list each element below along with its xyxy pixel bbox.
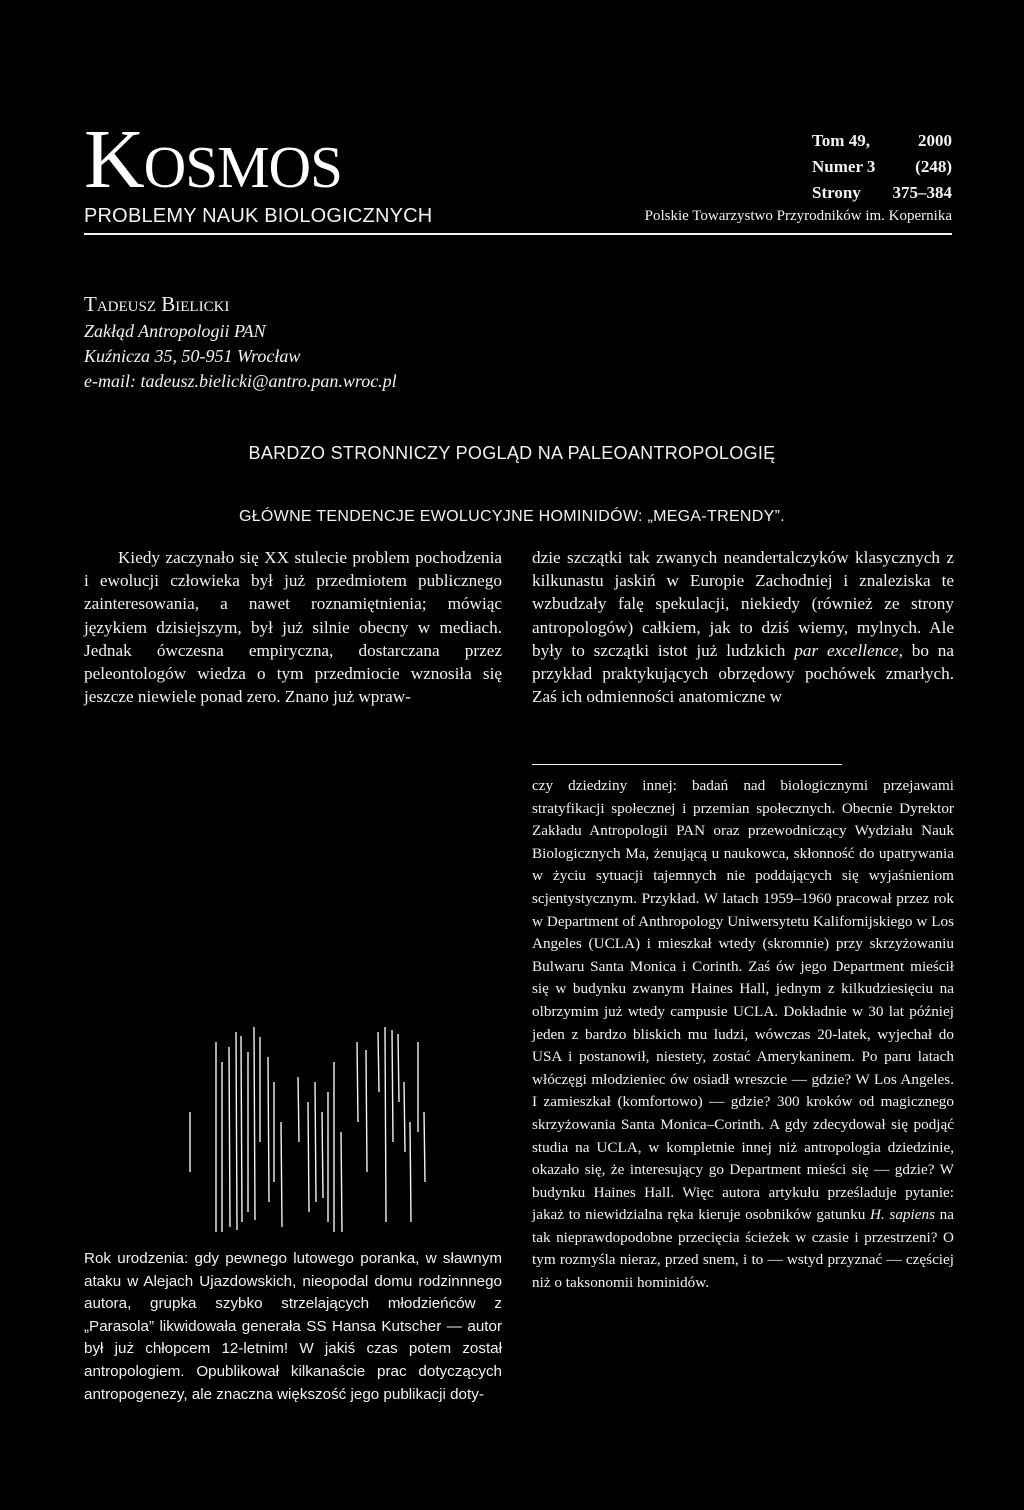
author-email: e-mail: tadeusz.bielicki@antro.pan.wroc.pl	[84, 371, 397, 391]
figure-caption: Rok urodzenia: gdy pewnego lutowego poranka, w sławnym ataku w Alejach Ujazdowskich, nieopodal domu rodzinnnego autora, grupka szybko strzelających młodzieńców z „Parasola” likwidowała generała SS Hansa Kutscher — autor był już chłopcem 12-letnim! W jakiś czas potem został antropologiem. Opublikował kilkanaście prac dotyczących antropogenezy, ale znaczna większość jego publikacji doty-	[84, 1250, 502, 1403]
journal-subtitle: PROBLEMY NAUK BIOLOGICZNYCH	[84, 205, 433, 227]
author-name: Tadeusz Bielicki	[84, 292, 230, 316]
number-value: (248)	[915, 157, 952, 176]
body-column-left	[84, 546, 502, 708]
pages-line	[812, 183, 952, 203]
body-paragraph: Kiedy zaczynało się XX stulecie problem pochodzenia i ewolucji człowieka był już przedmiotem publicznego zainteresowania, a nawet roznamiętnienia; mówiąc językiem dzisiejszym, był już silnie obecny w mediach. Jednak ówczesna empiryczna, dostarczana przez peleontologów wiedza o tym przedmiocie wznosiła się jeszcze niewiele ponad zero. Znano już wpraw-	[84, 548, 502, 707]
author-affiliation: Zakłąd Antropologii PAN	[84, 321, 266, 341]
volume-year: 2000	[918, 131, 952, 150]
author-address: Kuźnicza 35, 50-951 Wrocław	[84, 346, 301, 366]
header-rule	[84, 233, 952, 235]
body-emphasis: par excellence	[794, 640, 899, 660]
footnote-text: na tak nieprawdopodobne przecięcia ścieżek w czasie i przestrzeni? O tym rozmyśla nieraz, przed snem, i to — wstyd przyznać — częściej niż o taksonomii hominidów.	[532, 1206, 954, 1292]
pages-label: Strony	[812, 183, 861, 202]
journal-logo: Kosmos	[84, 113, 342, 206]
volume-label: Tom 49,	[812, 131, 870, 150]
body-text: , bo na przykład praktykujących obrzędowy pochówek zmarłych. Zaś ich odmienności anatomiczne w	[532, 640, 955, 707]
footnote-emphasis: H. sapiens	[869, 1206, 935, 1224]
body-paragraph-continued	[532, 546, 954, 708]
society-name: Polskie Towarzystwo Przyrodników im. Kopernika	[644, 208, 952, 224]
article-subtitle: GŁÓWNE TENDENCJE EWOLUCYJNE HOMINIDÓW: „MEGA-TRENDY”.	[238, 508, 785, 525]
pages-value: 375–384	[892, 183, 952, 202]
footnote	[532, 775, 954, 1295]
number-label: Numer 3	[812, 157, 876, 176]
body-column-right	[532, 546, 954, 708]
volume-line	[812, 131, 952, 151]
author-signature-figure	[182, 1022, 442, 1232]
article-title: BARDZO STRONNICZY POGLĄD NA PALEOANTROPOLOGIĘ	[248, 443, 776, 463]
footnote-rule	[532, 764, 842, 765]
body-text: dzie szczątki tak zwanych neandertalczyków klasycznych z kilkunastu jaskiń w Europie Zachodniej i znaleziska te wzbudzały falę spekulacji, niekiedy (również ze strony antropologów) całkiem, jak to dziś wiemy, mylnych. Ale były to szczątki istot już ludzkich	[532, 548, 954, 660]
footnote-text: czy dziedziny innej: badań nad biologicznymi przejawami stratyfikacji społecznej i przemian społecznych. Obecnie Dyrektor Zakładu Antropologii PAN oraz przewodniczący Wydziału Nauk Biologicznych Ma, żenującą u naukowca, skłonność do upatrywania w życiu sytuacji tajemnych nie poddających się wyjaśnieniom scjentystycznym. Przykład. W latach 1959–1960 pracował przez rok w Department of Anthropology Uniwersytetu Kalifornijskiego w Los Angeles (UCLA) i mieszkał wtedy (skromnie) przy skrzyżowaniu Bulwaru Santa Monica i Corinth. Zaś ów jego Department mieścił się w budynku zwanym Haines Hall, jednym z kilkudziesięciu na olbrzymim już wtedy campusie UCLA. Dokładnie w 30 lat później jeden z bardzo bliskich mu ludzi, wówczas 20-latek, wyjechał do USA i postanowił, niestety, zostać Amerykaninem. Po paru latach włóczęgi młodzieniec ów osiadł wreszcie — gdzie? W Los Angeles. I zamieszkał (komfortowo) — gdzie? 300 kroków od magicznego skrzyżowania Santa Monica–Corinth. A gdy zdecydował się podjąć studia na UCLA, w kompletnie innej niż antropologia dziedzinie, okazało się, że interesujący go Department mieści się — gdzie? W budynku Haines Hall. Więc autora artykułu prześladuje pytanie: jakaż to niewidzialna ręka kieruje osobników gatunku	[532, 777, 954, 1224]
number-line	[812, 157, 952, 177]
